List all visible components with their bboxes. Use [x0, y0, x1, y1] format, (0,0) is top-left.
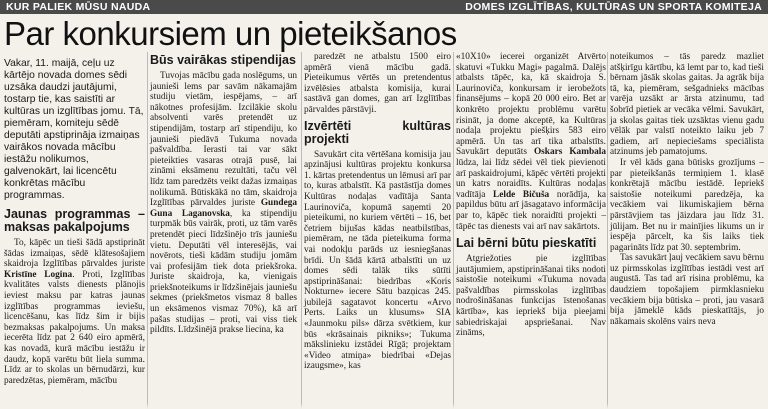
column-divider [301, 52, 302, 409]
column-divider [453, 52, 454, 409]
body-paragraph [456, 52, 606, 232]
person-name: Kristīne Logina [4, 269, 73, 280]
article-column-3 [304, 52, 451, 372]
section-header-bar [0, 0, 768, 14]
subheading-jaunas-programmas: Jaunas programmas – maksas pakalpojums [4, 207, 145, 234]
article-column-4 [456, 52, 606, 339]
person-name: Gundega Guna Laganovska [150, 198, 297, 219]
article-column-2 [150, 54, 297, 336]
body-paragraph [150, 71, 297, 336]
subheading-berni-pieskatiti: Lai bērni būtu pieskatīti [456, 236, 597, 251]
subheading-kulturas-projekti: Izvērtēti kultūras projekti [304, 118, 451, 146]
body-text: , ka stipendiju turpmāk būs vairāk, proti, uz tām varēs pretendēt pieci līdzšinējo trīs jauniešu vietu. Deputāti vēl interesējās, vai novērots, tieši kādām studiju jomām vai profesijām tiek dota priekšroka. Juriste skaidroja, ka, vienigais priekšnoteikums ir līdzšinējais jauniešu sekmes (priekšmetos vismaz 8 balles un eksāmenos vismaz 70%), kā arī pašas studijas – proti, vai viss tiek pildīts. Līdzšinējā prakse liecina, ka [150, 208, 297, 336]
body-paragraph [4, 238, 145, 386]
body-text: To, kāpēc un tieši šādā apstiprināt šādas izmaiņas, sēdē klātesošajiem skaidroja Izglītības pārvaldes juriste [4, 238, 145, 270]
subheading-stipendijas: Būs vairākas stipendijas [150, 53, 296, 67]
body-paragraph: Savukārt cita vērtēšana komisija jau apzinājusi kultūras projektu konkursa 1. kārtas pretendentus un lēmusi arī par to, kuras atbalstīt. Kā pastāstīja domes Kultūras nodaļas vadītāja Santa Laurinoviča, kopumā saņemti 20 pieteikumi, no kuriem vērtēti – 16, bet četriem bijušas kādas neatbilstības, piemēram, ne tāda pieteikuma forma vai nodokļu parāds uz iesniegšanas brīdi. Un šādā kārtā atbalstīti un uz domes sēdi talāk tiks sūtīti apstiprināšanai: biedrības «Koris Nokturne» iecere Sātu bazņicas 245. jubilejā sagatavot koncertu «Arvo Perts. Laiks un klusums» SIA «Jaunmoku pils» dārza svētkiem, kur būs «krāsainais pikniks»; Tukuma mākslinieku izstādei Rīgā; projektam «Video atmiņa» biedrībai «Dejas izaugsme», kas [304, 149, 451, 372]
page-cut-edge [0, 403, 768, 409]
body-paragraph: Tas savukārt ļauj vecākiem savu bērnu uz pirmsskolas izglītības iestādi vest arī augustā. Tas tad arī risina problēmu, ka daudziem topošajiem pirmklasnieku vecākiem bija būtiska – proti, jau vasarā bija jāmeklē kāds pieskatītājs, jo nākamais skolēns vairs neva [610, 253, 764, 327]
section-label-left: KUR PALIEK MŪSU NAUDA [6, 1, 151, 13]
body-text: . Proti, Izglītības kvalitātes valsts dienests plānojis ieviest maksu par katras jaunas izglītības programmas ieviešu, licencēšanu, kas līdz šim ir bijis bezmaksas pakalpojums. Un maksa iecerēta līdz pat 2 640 eiro apmērā, kas novadā, kurā mācību iestāžu ir daudz, kopā varētu būt liela summa. Līdz ar to skolas un bērnudārzi, kur paredzētas, piemēram, mācību [4, 269, 145, 386]
body-text: lūdza, lai līdz sēdei vēl tiek pievienoti arī paskaidrojumi, kāpēc vērtēti projekti un katrs noraidīts. Kultūras nodaļas vadītāja [456, 157, 606, 200]
lead-paragraph: Vakar, 11. maijā, ceļu uz kārtējo novada domes sēdi uzsāka daudzi jautājumi, tostarp tie, kas saistīti ar kultūras un izglītības jomu. Tā, piemēram, komiteju sēdē deputāti apstiprināja izmaiņas vairākos novada mācību iestāžu nolikumos, galvenokārt, lai licencētu konkrētas mācību programmas. [4, 58, 144, 201]
person-name: Lelde Bičuša [493, 189, 550, 200]
body-text: Tuvojas mācību gada noslēgums, un jaunieši lems par savām nākamajām studiju vietām, iespējams, – arī nākotnes profesijām. Izcilākie skolu absolventi varēs pretendēt uz stipendijām, tostarp arī stipendiju, ko jaunieši piedāvā Tukuma novada pašvaldība. Ierasti tai var sākt pieteikties vasaras otrajā pusē, lai zināmi eksāmenu rezultāti, taču vēl līdz tam paredzēts veikt dažas izmaiņas nolikumā. Būtiskākā no tām, skaidroja Izglītības pārvaldes juriste [150, 71, 297, 209]
article-column-1 [4, 58, 145, 386]
body-text: norādīja, ka papildus būtu arī jāsagatavo informācija par to, kāpēc tiek noraidīti projekti – tāpēc tas dienests vai arī nav sakārtots. [456, 189, 606, 232]
section-label-right: DOMES IZGLĪTĪBAS, KULTŪRAS UN SPORTA KOMITEJA [465, 1, 762, 13]
column-divider [147, 52, 148, 409]
article-headline: Par konkursiem un pieteikšanos [4, 15, 457, 52]
body-paragraph: paredzēt ne atbalstu 1500 eiro apmērā vienā mācību gadā. Pieteikumus vērtēs un pretendentus izvēlēsies atbalsta komisija, kurai sastāvā gan domes, gan arī Izglītības pārvaldes pārstāvji. [304, 52, 451, 115]
body-text: «10X10» iecerei organizēt Atvērto skatuvi «Tukku Magi» pagalmā. Dalējs atbalsts tāpēc, ka, kā skaidroja S. Laurinoviča, konkursam ir ierobežots finansējums – kopā 20 000 eiro. Bet ar konkrēto projektu problēmu varētu risināt, ja dome akceptē, ka Kultūras nodaļa projektu piešķirs 583 eiro apmērā. Un tas arī tika atbalstīts. Savukārt deputāts [456, 52, 606, 158]
article-column-5 [610, 52, 764, 327]
column-divider [607, 52, 608, 409]
body-paragraph: Atgriežoties pie izglītības jautājumiem, apstiprināšanai tiks nodoti saistošie noteikumi «Tukuma novada pašvaldības pirmsskolas izglītības nodrošināšanas funkcijas īstenošanas kārtība», kas iepriekš bija pieejami sabiedriskajai apspriešanai. Nav zināms, [456, 254, 606, 339]
person-name: Oskars Kambala [533, 147, 606, 158]
body-paragraph: noteikumos – tās paredz mazliet atšķirīgu kārtību, kā lemt par to, kad tieši bērnam jāsāk skolas gaitas. Ja agrāk bija tā, ka, piemēram, sešgadnieks mācības varēja uzsākt ar ārsta atzinumu, tad šobrīd pietiek ar vecāka vēlmi. Savukārt, ja skolas gaitas tiek uzsāktas vienu gadu vēlāk par valstī noteikto laiku jeb 7 gadiem, arī nepieciešams speciālista atzinums jeb pamatojums. [610, 52, 764, 158]
body-paragraph: Ir vēl kāds gana būtisks grozījums – par pieteikšanās termiņiem 1. klasē konkrētajā mācību iestādē. Iepriekš saistošie noteikumi paredzēja, ka vecākiem vai likumiskajiem bērna pārstāvjiem tas jāizdara jau līdz 31. jūlijam. Bet nu ir mainījies likums un ir iespēja pārcelt, ka šis laiks tiek pagarināts līdz pat 30. septembrim. [610, 157, 764, 253]
